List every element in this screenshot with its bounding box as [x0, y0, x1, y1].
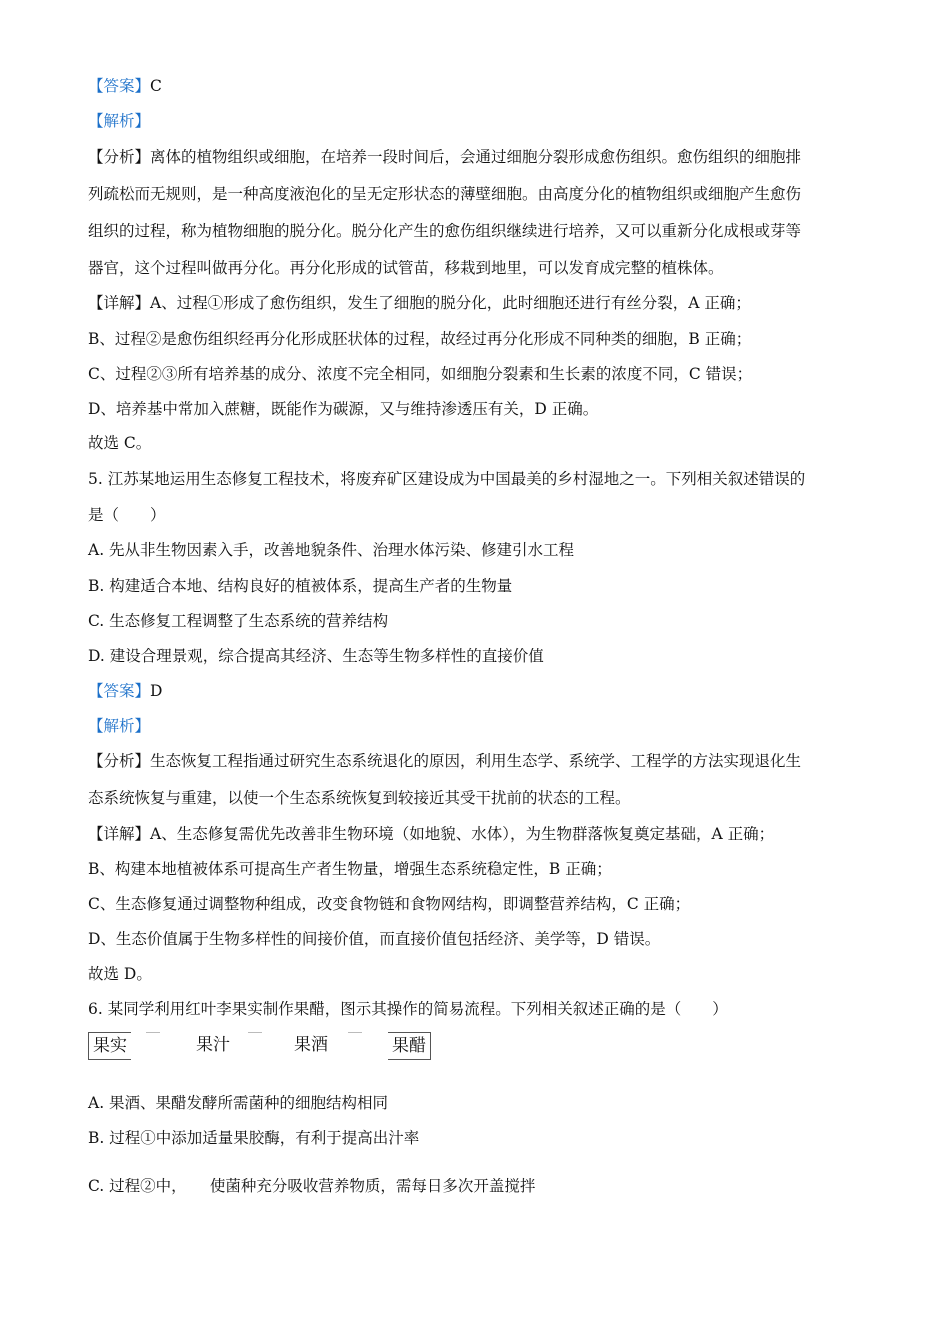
flow-step-fruit: 果实 — [88, 1032, 131, 1060]
q6-stem: 6. 某同学利用红叶李果实制作果醋，图示其操作的简易流程。下列相关叙述正确的是（ ） — [88, 1000, 728, 1018]
process-flow-diagram — [88, 1032, 448, 1062]
fenxi-tag: 【分析】 — [88, 148, 151, 166]
q4-fenxi-line — [88, 147, 801, 167]
q4-analysis-tag — [88, 111, 150, 131]
paragraph-line: 态系统恢复与重建，以使一个生态系统恢复到较接近其受干扰前的状态的工程。 — [88, 789, 631, 807]
q5-xiangjie-line — [88, 824, 774, 844]
xiangjie-tag: 【详解】 — [88, 294, 151, 312]
flow-arrow-3 — [348, 1032, 362, 1039]
flow-arrow-2 — [248, 1032, 262, 1039]
answer-tag: 【答案】 — [88, 682, 151, 700]
q4-answer-line — [88, 76, 162, 96]
fenxi-tag: 【分析】 — [88, 752, 151, 770]
flow-step-vinegar: 果醋 — [388, 1032, 431, 1060]
paragraph-line: C、生态修复通过调整物种组成，改变食物链和食物网结构，即调整营养结构，C 正确； — [88, 895, 691, 913]
flow-step-juice: 果汁 — [196, 1035, 230, 1055]
answer-value: D — [150, 682, 163, 700]
q6-option-b: B. 过程①中添加适量果胶酶，有利于提高出汁率 — [88, 1129, 420, 1147]
analysis-tag: 【解析】 — [88, 717, 151, 735]
paragraph-line: 故选 D。 — [88, 965, 152, 983]
q5-option-c: C. 生态修复工程调整了生态系统的营养结构 — [88, 612, 389, 630]
paragraph-line: D、生态价值属于生物多样性的间接价值，而直接价值包括经济、美学等，D 错误。 — [88, 930, 661, 948]
q5-stem-cont: 是（ ） — [88, 506, 166, 524]
xiangjie-text: A、生态修复需优先改善非生物环境（如地貌、水体），为生物群落恢复奠定基础，A 正确； — [150, 825, 775, 843]
fenxi-text: 生态恢复工程指通过研究生态系统退化的原因，利用生态学、系统学、工程学的方法实现退化生 — [150, 752, 802, 770]
q5-answer-line — [88, 681, 162, 701]
answer-tag: 【答案】 — [88, 77, 151, 95]
q4-xiangjie-line — [88, 293, 751, 313]
paragraph-line: C、过程②③所有培养基的成分、浓度不完全相同，如细胞分裂素和生长素的浓度不同，C 错误； — [88, 365, 753, 383]
q5-option-d: D. 建设合理景观，综合提高其经济、生态等生物多样性的直接价值 — [88, 647, 544, 665]
answer-value: C — [150, 77, 162, 95]
q5-analysis-tag — [88, 716, 150, 736]
flow-arrow-1 — [146, 1032, 160, 1039]
xiangjie-tag: 【详解】 — [88, 825, 151, 843]
q5-fenxi-line — [88, 751, 801, 771]
q5-option-a: A. 先从非生物因素入手，改善地貌条件、治理水体污染、修建引水工程 — [88, 541, 575, 559]
paragraph-line: 列疏松而无规则，是一种高度液泡化的呈无定形状态的薄壁细胞。由高度分化的植物组织或细胞产生愈伤 — [88, 185, 802, 203]
xiangjie-text: A、过程①形成了愈伤组织，发生了细胞的脱分化，此时细胞还进行有丝分裂，A 正确； — [150, 294, 751, 312]
q6-option-c: C. 过程②中， 使菌种充分吸收营养物质，需每日多次开盖搅拌 — [88, 1177, 536, 1195]
paragraph-line: 故选 C。 — [88, 434, 152, 452]
fenxi-text: 离体的植物组织或细胞，在培养一段时间后，会通过细胞分裂形成愈伤组织。愈伤组织的细胞排 — [150, 148, 802, 166]
q5-option-b: B. 构建适合本地、结构良好的植被体系，提高生产者的生物量 — [88, 577, 513, 595]
q6-option-a: A. 果酒、果醋发酵所需菌种的细胞结构相同 — [88, 1094, 389, 1112]
flow-step-wine: 果酒 — [294, 1035, 328, 1055]
paragraph-line: D、培养基中常加入蔗糖，既能作为碳源，又与维持渗透压有关，D 正确。 — [88, 400, 599, 418]
paragraph-line: 组织的过程，称为植物细胞的脱分化。脱分化产生的愈伤组织继续进行培养，又可以重新分化成根或芽等 — [88, 222, 802, 240]
paragraph-line: 器官，这个过程叫做再分化。再分化形成的试管苗，移栽到地里，可以发育成完整的植株体。 — [88, 259, 724, 277]
paragraph-line: B、构建本地植被体系可提高生产者生物量，增强生态系统稳定性，B 正确； — [88, 860, 612, 878]
analysis-tag: 【解析】 — [88, 112, 151, 130]
q5-stem: 5. 江苏某地运用生态修复工程技术，将废弃矿区建设成为中国最美的乡村湿地之一。下列相关叙述错误的 — [88, 470, 806, 488]
paragraph-line: B、过程②是愈伤组织经再分化形成胚状体的过程，故经过再分化形成不同种类的细胞，B 正确； — [88, 330, 752, 348]
